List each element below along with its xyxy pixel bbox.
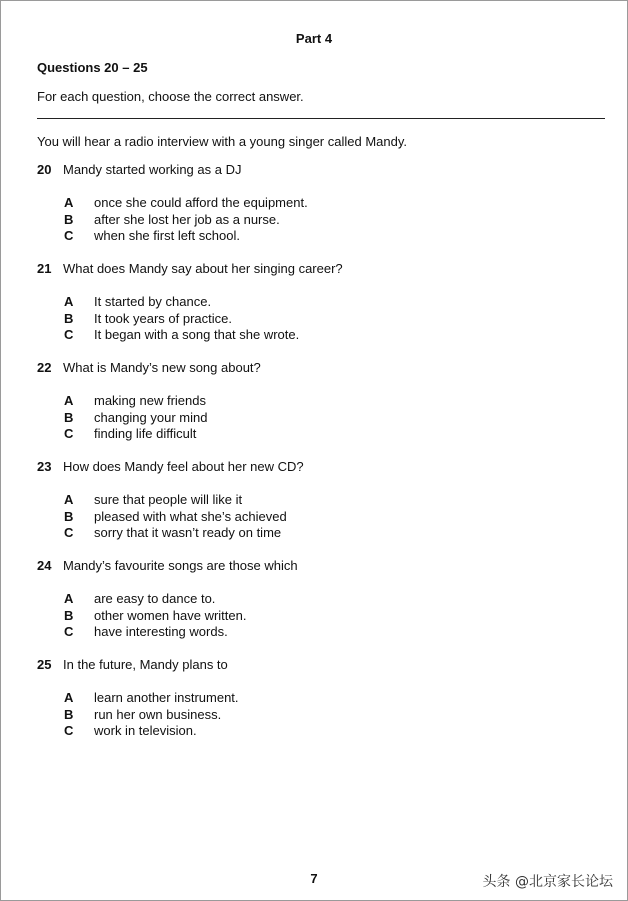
option-b — [64, 410, 597, 427]
option-text: making new friends — [94, 393, 206, 408]
question-text: Mandy started working as a DJ — [63, 162, 242, 177]
question-25 — [37, 657, 597, 756]
question-list — [37, 162, 597, 756]
option-letter: C — [64, 723, 74, 738]
question-text: In the future, Mandy plans to — [63, 657, 228, 672]
option-text: run her own business. — [94, 706, 222, 722]
question-text: Mandy’s favourite songs are those which — [63, 558, 298, 573]
part-title: Part 4 — [295, 31, 333, 46]
option-a — [64, 690, 597, 707]
watermark-text: 头条 @北京家长论坛 — [482, 874, 613, 890]
option-letter: C — [64, 525, 74, 540]
option-text: finding life difficult — [94, 426, 197, 441]
option-c — [64, 525, 597, 542]
question-text: What does Mandy say about her singing career? — [63, 261, 343, 276]
page-number: 7 — [310, 871, 318, 886]
question-23 — [37, 459, 597, 558]
option-a — [64, 195, 597, 212]
option-text: are easy to dance to. — [94, 591, 216, 606]
option-c — [64, 228, 597, 245]
option-c — [64, 624, 597, 641]
option-list — [37, 690, 597, 740]
option-a — [64, 393, 597, 410]
option-text: changing your mind — [94, 409, 208, 425]
option-letter: B — [64, 706, 74, 722]
question-number: 21 — [37, 261, 52, 276]
option-b — [64, 509, 597, 526]
question-number: 22 — [37, 360, 52, 375]
option-list — [37, 195, 597, 245]
option-text: once she could afford the equipment. — [94, 195, 308, 210]
option-letter: C — [64, 426, 74, 441]
option-letter: C — [64, 228, 74, 243]
option-letter: C — [64, 327, 74, 342]
divider-line — [37, 118, 605, 119]
option-c — [64, 723, 597, 740]
option-letter: C — [64, 624, 74, 639]
option-a — [64, 591, 597, 608]
question-20 — [37, 162, 597, 261]
question-range: Questions 20 – 25 — [37, 60, 148, 75]
option-letter: A — [64, 492, 74, 507]
option-a — [64, 294, 597, 311]
option-letter: A — [64, 690, 74, 705]
option-b — [64, 707, 597, 724]
option-b — [64, 212, 597, 229]
option-text: pleased with what she’s achieved — [94, 508, 287, 524]
option-letter: B — [64, 607, 74, 623]
option-text: learn another instrument. — [94, 690, 239, 705]
option-text: work in television. — [94, 723, 197, 738]
question-number: 25 — [37, 657, 52, 672]
intro-text: You will hear a radio interview with a young singer called Mandy. — [37, 134, 407, 149]
option-b — [64, 608, 597, 625]
option-text: It took years of practice. — [94, 310, 233, 326]
option-letter: A — [64, 591, 74, 606]
question-22 — [37, 360, 597, 459]
option-text: It started by chance. — [94, 294, 212, 309]
option-letter: B — [64, 508, 74, 524]
option-a — [64, 492, 597, 509]
question-stem — [37, 162, 597, 179]
option-text: when she first left school. — [94, 228, 240, 243]
option-text: other women have written. — [94, 607, 247, 623]
question-stem — [37, 558, 597, 575]
option-letter: A — [64, 393, 74, 408]
option-b — [64, 311, 597, 328]
question-stem — [37, 459, 597, 476]
instruction-text: For each question, choose the correct answer. — [37, 89, 304, 104]
question-number: 23 — [37, 459, 52, 474]
option-letter: B — [64, 310, 74, 326]
question-text: How does Mandy feel about her new CD? — [63, 459, 304, 474]
option-c — [64, 327, 597, 344]
option-letter: A — [64, 294, 74, 309]
question-number: 24 — [37, 558, 52, 573]
question-21 — [37, 261, 597, 360]
option-list — [37, 294, 597, 344]
option-list — [37, 492, 597, 542]
question-stem — [37, 360, 597, 377]
question-text: What is Mandy’s new song about? — [63, 360, 261, 375]
option-letter: B — [64, 211, 74, 227]
option-text: sorry that it wasn’t ready on time — [94, 525, 282, 540]
option-letter: B — [64, 409, 74, 425]
option-c — [64, 426, 597, 443]
option-text: after she lost her job as a nurse. — [94, 211, 280, 227]
option-text: It began with a song that she wrote. — [94, 327, 300, 342]
question-number: 20 — [37, 162, 52, 177]
question-stem — [37, 261, 597, 278]
option-text: sure that people will like it — [94, 492, 243, 507]
option-list — [37, 591, 597, 641]
option-text: have interesting words. — [94, 624, 228, 639]
option-letter: A — [64, 195, 74, 210]
question-stem — [37, 657, 597, 674]
option-list — [37, 393, 597, 443]
question-24 — [37, 558, 597, 657]
